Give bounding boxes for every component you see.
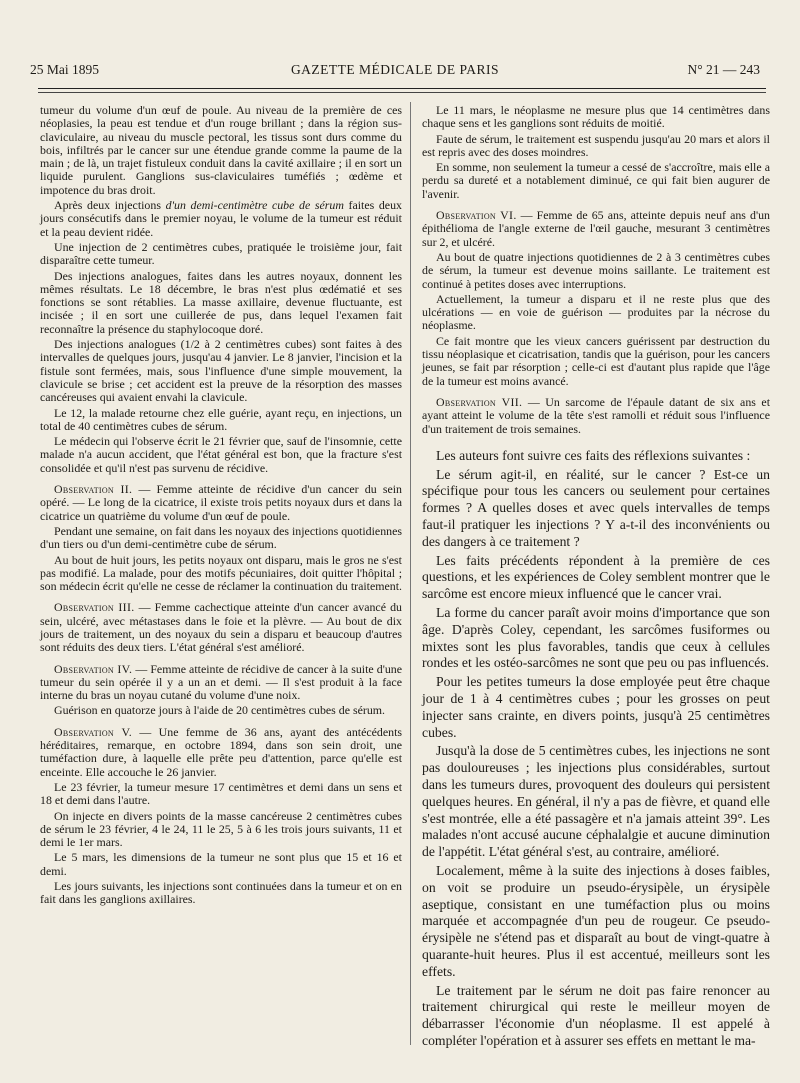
- observation-paragraph: [40, 483, 402, 523]
- emphasis: d'un demi-centimètre cube de sérum: [165, 198, 344, 213]
- paragraph: Des injections analogues, faites dans les autres noyaux, donnent les mêmes résultats. Le 18 décembre, le bras n'est plus œdématié et ses fonctions se sont rétablies. La masse axillaire, devenue fluctuante, est incisée ; il en sort une cuillerée de pus, dans lequel l'examen fait reconnaître la présence du staphylocoque doré.: [40, 268, 402, 336]
- paragraph: Le sérum agit-il, en réalité, sur le cancer ? Est-ce un spécifique pour tous les cancers ou seulement pour certaines formes ? A quelles doses et avec quels intervalles de temps faut-il pratiquer les injections ? Y a-t-il des inconvénients ou des dangers à ce traitement ?: [422, 466, 770, 549]
- paragraph: [40, 199, 402, 239]
- observation-paragraph: [422, 209, 770, 249]
- header-journal-title: GAZETTE MÉDICALE DE PARIS: [290, 62, 500, 77]
- observation-label: Observation II.: [54, 482, 133, 497]
- text-run: — Femme cachectique atteinte d'un cancer avancé du sein, ulcéré, avec métastases dans le foie et la plèvre. — Au bout de dix jours de traitement, un des noyaux du sein a disparu et beaucoup d'autres sont réduits des deux tiers. L'état général s'est amélioré.: [40, 600, 403, 655]
- observation-paragraph: [40, 663, 402, 703]
- paragraph: Ce fait montre que les vieux cancers guérissent par destruction du tissu néoplasique et cicatrisation, tandis que la guérison, pour les cancers jeunes, se fait par résorption ; celle-ci est d'autant plus rapide que l'âge de la tumeur est moins avancé.: [422, 333, 770, 388]
- paragraph: Jusqu'à la dose de 5 centimètres cubes, les injections ne sont pas douloureuses ; les injections plus considérables, surtout dans les tumeurs dures, provoquent des douleurs qui persistent quelques heures. En général, il n'y a pas de fièvre, et quand elle s'est montrée, elle a été passagère et n'a jamais atteint 39°. Les malades n'ont accusé aucune céphalalgie et aucune diminution de l'appétit. L'état général s'est, au contraire, amélioré.: [422, 743, 770, 860]
- observation-label: Observation III.: [54, 600, 135, 615]
- paragraph: Localement, même à la suite des injections à doses faibles, on voit se produire un pseudo-érysipèle, un érysipèle aseptique, consistant en une tuméfaction plus ou moins marquée et accompagnée d'un peu de rougeur. Ce pseudo-érysipèle ne s'étend pas et disparaît au bout de vingt-quatre à quarante-huit heures. Plus il est accentué, meilleurs sont les effets.: [422, 862, 770, 979]
- text-run: — Femme de 65 ans, atteinte depuis neuf ans d'un épithélioma de l'angle externe de l'œil gauche, mesurant 3 centimètres sur 2, et ulcéré.: [422, 208, 770, 249]
- paragraph: Les jours suivants, les injections sont continuées dans la tumeur et on en fait dans les ganglions axillaires.: [40, 879, 402, 907]
- paragraph: Le traitement par le sérum ne doit pas faire renoncer au traitement chirurgical qui reste le meilleur moyen de débarrasser l'économie d'un néoplasme. Il est appelé à compléter l'opération et à assurer ses effets en mettant le ma-: [422, 982, 770, 1048]
- text-run: — Femme atteinte de récidive de cancer à la suite d'une tumeur du sein opérée il y a un an et demi. — Il s'est produit à la face interne du bras un noyau cutané du volume d'une noix.: [40, 661, 402, 703]
- observation-label: Observation VII.: [436, 394, 523, 409]
- text-run: faites deux jours consécutifs dans le premier noyau, le volume de la tumeur est réduit et la peau devient ridée.: [40, 198, 402, 239]
- observation-paragraph: [40, 601, 402, 654]
- paragraph: Les auteurs font suivre ces faits des réflexions suivantes :: [436, 447, 751, 463]
- paragraph: Au bout de quatre injections quotidiennes de 2 à 3 centimètres cubes de sérum, la tumeur est devenue moins saillante. Le traitement est continué à petites doses avec interruptions.: [422, 249, 770, 291]
- running-header: [30, 62, 760, 82]
- header-rule-thin: [38, 92, 766, 93]
- observation-paragraph: [422, 396, 770, 436]
- text-run: — Une femme de 36 ans, ayant des antécédents héréditaires, remarque, en octobre 1894, dans son sein droit, une tuméfaction dure, à laquelle elle prête peu d'attention, parce qu'elle est enceinte. Elle accouche le 26 janvier.: [40, 724, 402, 779]
- paragraph: Le médecin qui l'observe écrit le 21 février que, sauf de l'insomnie, cette malade n'a aucun accident, que l'état général est bon, que la fracture s'est consolidée et qu'il n'est pas survenu de récidive.: [40, 434, 402, 475]
- paragraph: Le 23 février, la tumeur mesure 17 centimètres et demi dans un sens et 18 et demi dans l'autre.: [40, 779, 402, 808]
- paragraph: Des injections analogues (1/2 à 2 centimètres cubes) sont faites à des intervalles de quelques jours, jusqu'au 4 janvier. Le 8 janvier, l'incision et la fistule sont fermées, mais, sous l'influence d'une simple mouvement, la clavicule se brise ; cet accident est la preuve de la résorption des masses cancéreuses qui avaient envahi la clavicule.: [40, 337, 402, 405]
- text-run: Après deux injections: [54, 198, 166, 213]
- paragraph: tumeur du volume d'un œuf de poule. Au niveau de la première de ces néoplasies, la peau est tendue et d'un rouge brillant ; dans la région sus-claviculaire, au niveau du muscle pectoral, les tissus sont durs comme du bois, infiltrés par le cancer sur une étendue grande comme la paume de la main ; de là, un trajet fistuleux conduit dans la cavité axillaire ; il en sort un liquide purulent. Ganglions sus-claviculaires tuméfiés ; œdème et impotence du bras droit.: [40, 103, 402, 197]
- paragraph: Guérison en quatorze jours à l'aide de 20 centimètres cubes de sérum.: [54, 703, 385, 718]
- paragraph: On injecte en divers points de la masse cancéreuse 2 centimètres cubes de sérum le 23 février, 4 le 24, 11 le 25, 5 à 6 les trois jours suivants, 11 et demi le 1er mars.: [40, 808, 402, 850]
- text-run: — Femme atteinte de récidive d'un cancer du sein opéré. — Le long de la cicatrice, il existe trois petits noyaux durs et dans la cicatrice un quatrième du volume d'un œuf de poule.: [40, 482, 403, 523]
- header-rule: [38, 88, 766, 89]
- paragraph: Le 5 mars, les dimensions de la tumeur ne sont plus que 15 et 16 et demi.: [40, 850, 402, 878]
- header-issue-page: N° 21 — 243: [687, 62, 760, 77]
- header-date: 25 Mai 1895: [30, 62, 99, 77]
- observation-label: Observation VI.: [436, 208, 517, 223]
- paragraph: Actuellement, la tumeur a disparu et il ne reste plus que des ulcérations — en voie de guérison — produites par la nécrose du néoplasme.: [422, 291, 770, 333]
- paragraph: Pour les petites tumeurs la dose employée peut être chaque jour de 1 à 4 centimètres cubes ; pour les grosses on peut injecter sans crainte, en divers points, jusqu'à 25 centimètres cubes.: [422, 674, 770, 740]
- column-divider: [410, 102, 411, 1045]
- left-column: [40, 104, 402, 909]
- paragraph: Le 12, la malade retourne chez elle guérie, ayant reçu, en injections, un total de 40 centimètres cubes de sérum.: [40, 405, 402, 433]
- paragraph: En somme, non seulement la tumeur a cessé de s'accroître, mais elle a perdu sa dureté et a notablement diminué, ce qui fait bien augurer de l'avenir.: [422, 160, 770, 201]
- paragraph: Le 11 mars, le néoplasme ne mesure plus que 14 centimètres dans chaque sens et les ganglions sont réduits de moitié.: [422, 103, 770, 131]
- right-column: [422, 104, 770, 1052]
- observation-label: Observation IV.: [54, 661, 133, 676]
- paragraph: Pendant une semaine, on fait dans les noyaux des injections quotidiennes d'un tiers ou d'un demi-centimètre cube de sérum.: [40, 523, 402, 552]
- paragraph: Faute de sérum, le traitement est suspendu jusqu'au 20 mars et alors il est repris avec des doses moindres.: [422, 131, 770, 159]
- observation-paragraph: [40, 726, 402, 779]
- paragraph: La forme du cancer paraît avoir moins d'importance que son âge. D'après Coley, cependant, les sarcômes fusiformes ou mixtes sont les plus favorables, tandis que ceux à cellules rondes et les ostéo-sarcômes ne sont que peu ou pas influencés.: [422, 605, 770, 671]
- paragraph: Les faits précédents répondent à la première de ces questions, et les expériences de Coley semblent montrer que le sarcôme est encore mieux influencé que le cancer vrai.: [422, 552, 770, 602]
- paragraph: Une injection de 2 centimètres cubes, pratiquée le troisième jour, fait disparaître cette tumeur.: [40, 239, 402, 268]
- paragraph: Au bout de huit jours, les petits noyaux ont disparu, mais le gros ne s'est pas modifié. La malade, pour des motifs pécuniaires, doit quitter l'hôpital ; son médecin écrit qu'elle ne cesse de réclamer la continuation du traitement.: [40, 552, 403, 594]
- text-run: — Un sarcome de l'épaule datant de six ans et ayant atteint le volume de la tête s'est ramolli et réduit sous l'influence d'un traitement de trois semaines.: [422, 394, 771, 436]
- observation-label: Observation V.: [54, 724, 133, 739]
